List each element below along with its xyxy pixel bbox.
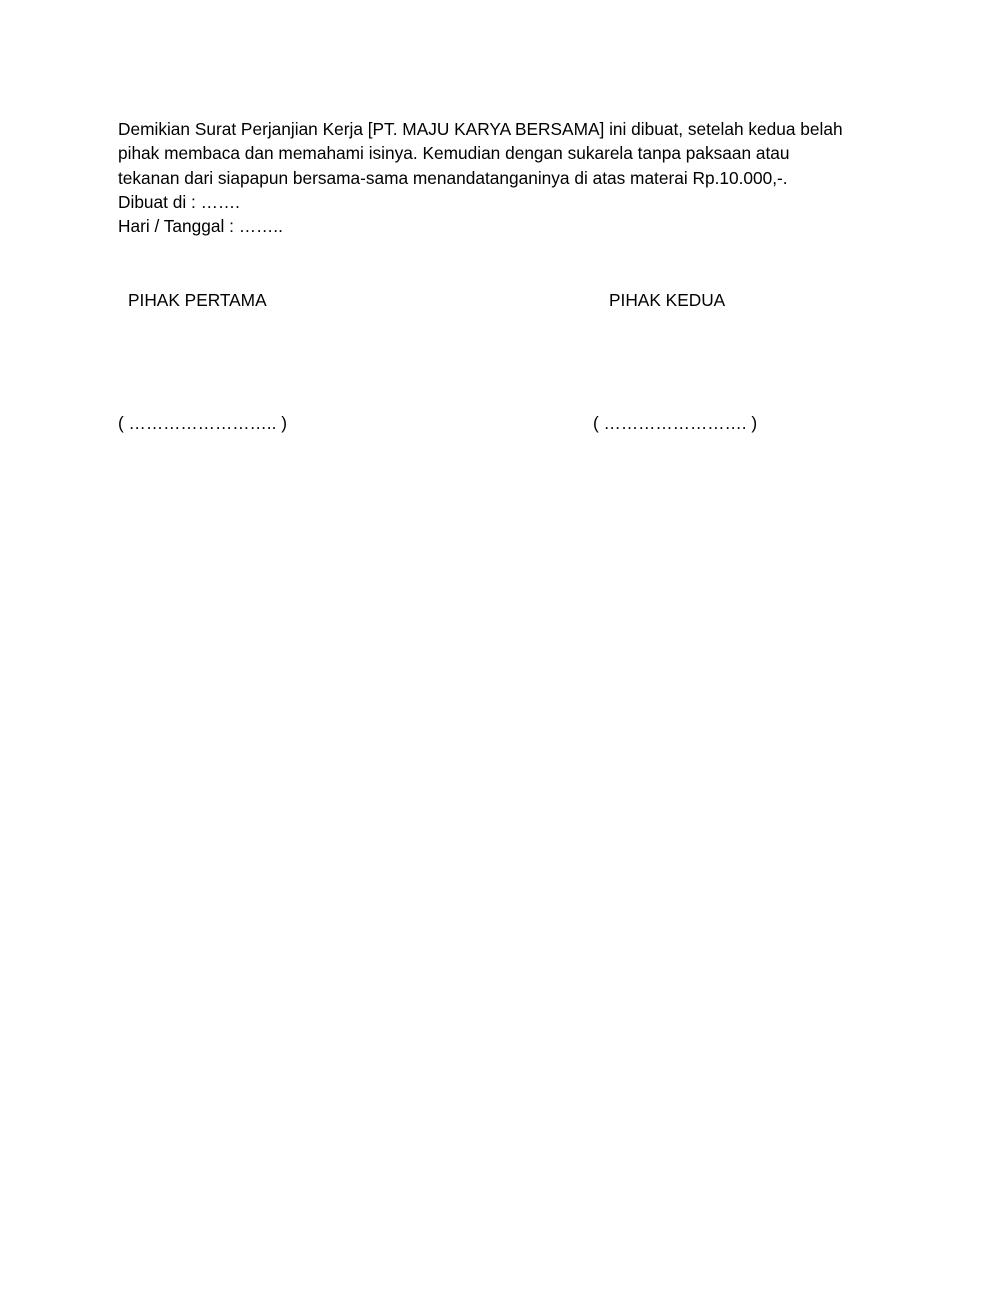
- second-party-signature-line: ( ……………………. ): [593, 413, 758, 433]
- date-line: Hari / Tanggal : ……..: [118, 216, 283, 236]
- closing-paragraph-line: pihak membaca dan memahami isinya. Kemudian dengan sukarela tanpa paksaan atau: [118, 143, 790, 164]
- closing-paragraph-line: tekanan dari siapapun bersama-sama menandatanganinya di atas materai Rp.10.000,-.: [118, 167, 788, 188]
- closing-paragraph-line: Demikian Surat Perjanjian Kerja [PT. MAJU KARYA BERSAMA] ini dibuat, setelah kedua belah: [118, 119, 843, 139]
- second-party-label: PIHAK KEDUA: [609, 290, 726, 310]
- first-party-label: PIHAK PERTAMA: [128, 290, 267, 310]
- closing-paragraph: [118, 117, 878, 190]
- place-line: Dibuat di : …….: [118, 192, 240, 212]
- first-party-signature-line: ( …………………….. ): [118, 413, 287, 433]
